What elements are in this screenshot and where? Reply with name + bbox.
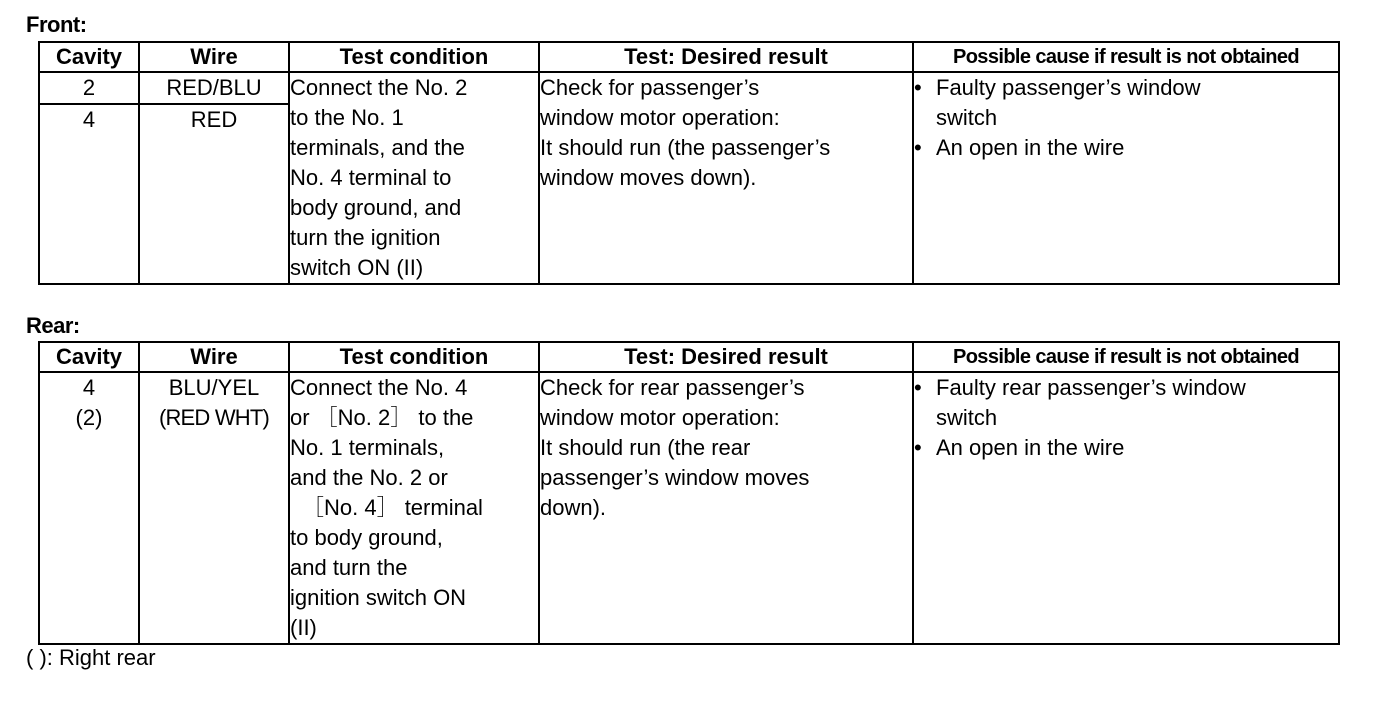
result-line: window motor operation: [540, 105, 780, 130]
front-header-test-condition: Test condition [289, 42, 539, 72]
front-test-condition-cell [289, 72, 539, 284]
result-line: Check for rear passenger’s [540, 375, 805, 400]
front-header-row [39, 42, 1339, 72]
condition-line: Connect the No. 2 [290, 75, 468, 100]
condition-line: and the No. 2 or [290, 465, 448, 490]
rear-test-table [38, 341, 1340, 645]
condition-line: (II) [290, 615, 317, 640]
result-line: window moves down). [540, 165, 757, 190]
rear-wire-cell [139, 372, 289, 644]
result-line: It should run (the passenger’s [540, 135, 831, 160]
rear-header-wire: Wire [139, 342, 289, 372]
result-line: Check for passenger’s [540, 75, 760, 100]
rear-header-cavity: Cavity [39, 342, 139, 372]
front-test-table [38, 41, 1340, 285]
front-cavity-cell: 2 [39, 72, 139, 104]
table-row [39, 372, 1339, 644]
table-row [39, 72, 1339, 104]
result-line: passenger’s window moves [540, 465, 810, 490]
wire-line: BLU/YEL [168, 375, 260, 400]
result-line: down). [540, 495, 607, 520]
bullet-icon: • [914, 435, 922, 460]
condition-line: switch ON (II) [290, 255, 424, 280]
front-wire-cell: RED/BLU [139, 72, 289, 104]
cause-item [914, 433, 1338, 463]
cause-line: Faulty rear passenger’s window [936, 375, 1246, 400]
cavity-line: 4 [82, 375, 96, 400]
front-header-cavity: Cavity [39, 42, 139, 72]
condition-line: ［No. 4］ terminal [302, 495, 483, 520]
condition-line: to body ground, [290, 525, 443, 550]
bullet-icon: • [914, 135, 922, 160]
cause-line: An open in the wire [936, 135, 1125, 160]
bullet-icon: • [914, 75, 922, 100]
bullet-icon: • [914, 375, 922, 400]
cause-line: switch [936, 105, 998, 130]
condition-line: and turn the [290, 555, 408, 580]
condition-line: Connect the No. 4 [290, 375, 468, 400]
rear-test-condition-cell [289, 372, 539, 644]
front-cavity-cell: 4 [39, 104, 139, 284]
cause-line: Faulty passenger’s window [936, 75, 1201, 100]
cause-line: An open in the wire [936, 435, 1125, 460]
rear-header-test-condition: Test condition [289, 342, 539, 372]
condition-line: turn the ignition [290, 225, 441, 250]
rear-cavity-cell [39, 372, 139, 644]
condition-line: terminals, and the [290, 135, 465, 160]
cause-item [914, 73, 1338, 133]
footnote: ( ): Right rear [26, 645, 156, 670]
rear-header-desired-result: Test: Desired result [539, 342, 913, 372]
condition-line: ignition switch ON [290, 585, 467, 610]
rear-possible-cause-cell [913, 372, 1339, 644]
condition-line: or ［No. 2］ to the [290, 405, 474, 430]
wire-line: (RED WHT) [158, 405, 270, 430]
condition-line: No. 1 terminals, [290, 435, 445, 460]
condition-line: to the No. 1 [290, 105, 404, 130]
result-line: It should run (the rear [540, 435, 751, 460]
front-desired-result-cell [539, 72, 913, 284]
condition-line: body ground, and [290, 195, 462, 220]
front-header-desired-result: Test: Desired result [539, 42, 913, 72]
front-wire-cell: RED [139, 104, 289, 284]
cause-item [914, 133, 1338, 163]
rear-header-possible-cause: Possible cause if result is not obtained [913, 342, 1339, 372]
front-section-title: Front: [26, 12, 87, 37]
cause-line: switch [936, 405, 998, 430]
front-header-wire: Wire [139, 42, 289, 72]
front-possible-cause-cell [913, 72, 1339, 284]
condition-line: No. 4 terminal to [290, 165, 452, 190]
cavity-line: (2) [75, 405, 103, 430]
rear-section-title: Rear: [26, 313, 80, 338]
front-header-possible-cause: Possible cause if result is not obtained [913, 42, 1339, 72]
rear-header-row [39, 342, 1339, 372]
result-line: window motor operation: [540, 405, 780, 430]
rear-desired-result-cell [539, 372, 913, 644]
cause-item [914, 373, 1338, 433]
